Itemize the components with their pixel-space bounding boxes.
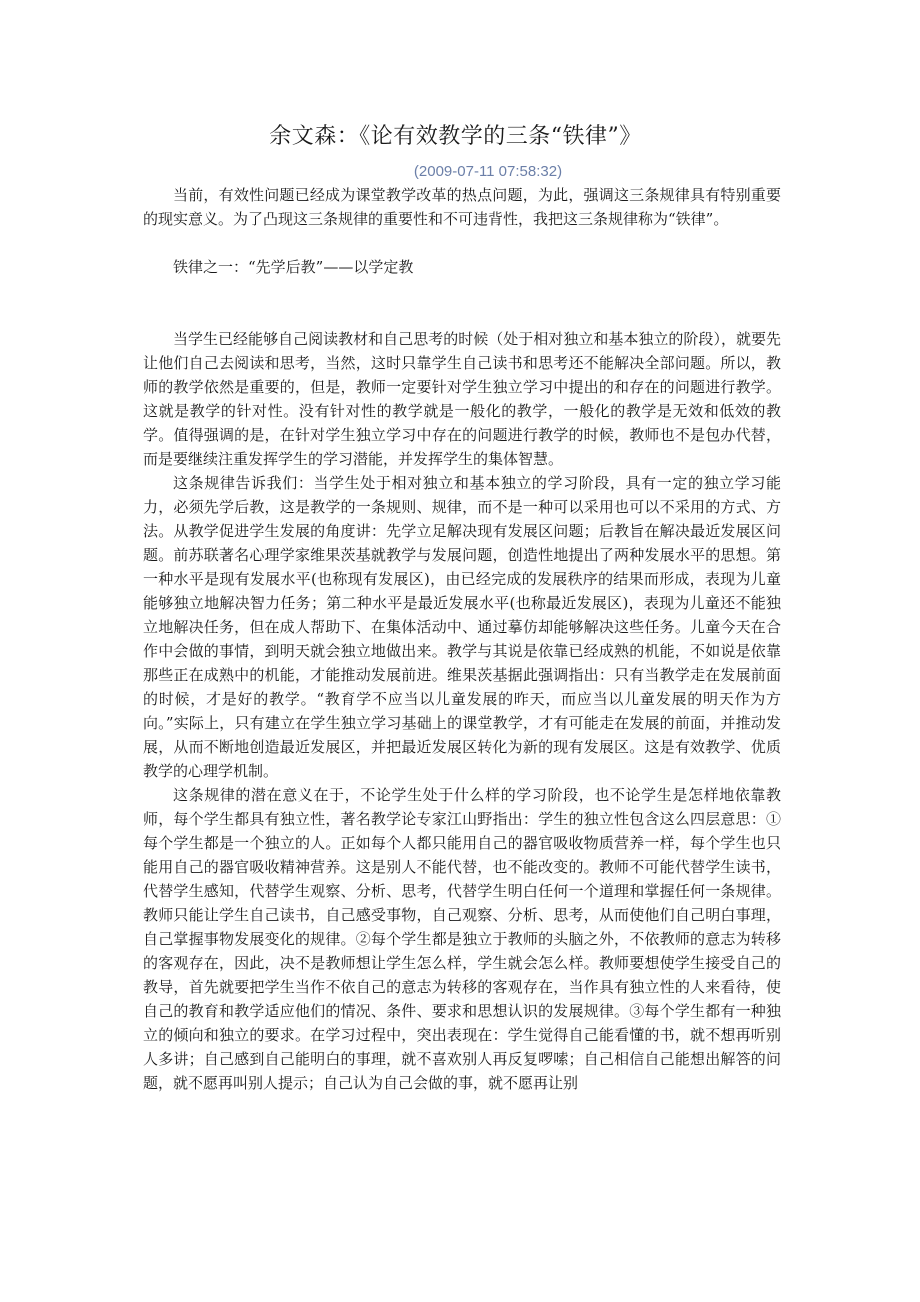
body-paragraph: 当学生已经能够自己阅读教材和自己思考的时候（处于相对独立和基本独立的阶段），就要先让他们自己去阅读和思考，当然，这时只靠学生自己读书和思考还不能解决全部问题。所以，教师的教学依然是重要的，但是，教师一定要针对学生独立学习中提出的和存在的问题进行教学。这就是教学的针对性。没有针对性的教学就是一般化的教学，一般化的教学是无效和低效的教学。值得强调的是，在针对学生独立学习中存在的问题进行教学的时候，教师也不是包办代替，而是要继续注重发挥学生的学习潜能，并发挥学生的集体智慧。 (143, 330, 781, 468)
publish-date: (2009-07-11 07:58:32) (413, 163, 563, 180)
body-paragraph: 这条规律告诉我们：当学生处于相对独立和基本独立的学习阶段，具有一定的独立学习能力，必须先学后教，这是教学的一条规则、规律，而不是一种可以采用也可以不采用的方式、方法。从教学促进学生发展的角度讲：先学立足解决现有发展区问题；后教旨在解决最近发展区问题。前苏联著名心理学家维果茨基就教学与发展问题，创造性地提出了两种发展水平的思想。第一种水平是现有发展水平(也称现有发展区)，由已经完成的发展秩序的结果而形成，表现为儿童能够独立地解决智力任务；第二种水平是最近发展水平(也称最近发展区)，表现为儿童还不能独立地解决任务，但在成人帮助下、在集体活动中、通过摹仿却能够解决这些任务。儿童今天在合作中会做的事情，到明天就会独立地做出来。教学与其说是依靠已经成熟的机能，不如说是依靠那些正在成熟中的机能，才能推动发展前进。维果茨基据此强调指出：只有当教学走在发展前面的时候，才是好的教学。“教育学不应当以儿童发展的昨天，而应当以儿童发展的明天作为方向。”实际上，只有建立在学生独立学习基础上的课堂教学，才有可能走在发展的前面，并推动发展，从而不断地创造最近发展区，并把最近发展区转化为新的现有发展区。这是有效教学、优质教学的心理学机制。 (143, 474, 781, 780)
spacer (143, 279, 781, 303)
spacer (143, 303, 781, 327)
spacer (143, 231, 781, 255)
intro-paragraph: 当前，有效性问题已经成为课堂教学改革的热点问题，为此，强调这三条规律具有特别重要的现实意义。为了凸现这三条规律的重要性和不可违背性，我把这三条规律称为“铁律”。 (143, 186, 781, 228)
article-body (143, 183, 781, 1095)
document-title: 余文森：《论有效教学的三条“铁律”》 (269, 124, 642, 149)
body-paragraph: 这条规律的潜在意义在于，不论学生处于什么样的学习阶段，也不论学生是怎样地依靠教师，每个学生都具有独立性，著名教学论专家江山野指出：学生的独立性包含这么四层意思：①每个学生都是一个独立的人。正如每个人都只能用自己的器官吸收物质营养一样，每个学生也只能用自己的器官吸收精神营养。这是别人不能代替，也不能改变的。教师不可能代替学生读书，代替学生感知，代替学生观察、分析、思考，代替学生明白任何一个道理和掌握任何一条规律。教师只能让学生自己读书，自己感受事物，自己观察、分析、思考，从而使他们自己明白事理，自己掌握事物发展变化的规律。②每个学生都是独立于教师的头脑之外，不依教师的意志为转移的客观存在，因此，决不是教师想让学生怎么样，学生就会怎么样。教师要想使学生接受自己的教导，首先就要把学生当作不依自己的意志为转移的客观存在，当作具有独立性的人来看待，使自己的教育和教学适应他们的情况、条件、要求和思想认识的发展规律。③每个学生都有一种独立的倾向和独立的要求。在学习过程中，突出表现在：学生觉得自己能看懂的书，就不想再听别人多讲；自己感到自己能明白的事理，就不喜欢别人再反复啰嗦；自己相信自己能想出解答的问题，就不愿再叫别人提示；自己认为自己会做的事，就不愿再让别 (143, 786, 781, 1092)
section-heading: 铁律之一：“先学后教”——以学定教 (173, 258, 414, 276)
